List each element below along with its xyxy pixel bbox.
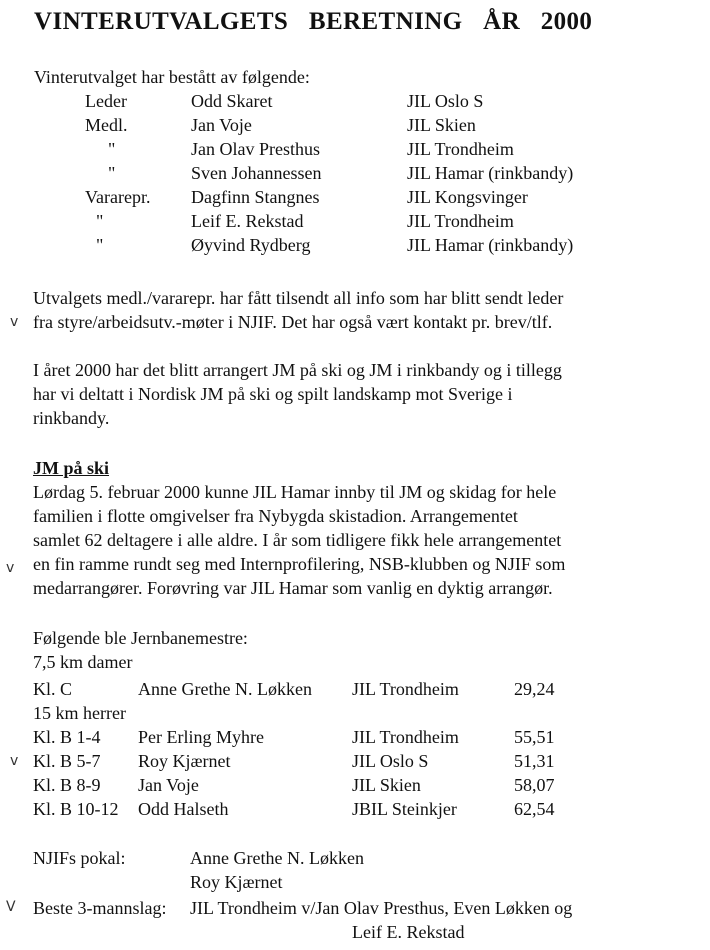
- text-line: familien i flotte omgivelser fra Nybygda skistadion. Arrangementet: [33, 506, 518, 526]
- member-club: JIL Trondheim: [407, 139, 514, 159]
- result-class: Kl. B 1-4: [33, 727, 101, 747]
- member-club: JIL Oslo S: [407, 91, 484, 111]
- result-name: Anne Grethe N. Løkken: [138, 679, 312, 699]
- result-time: 51,31: [514, 751, 555, 771]
- result-class: Kl. B 8-9: [33, 775, 101, 795]
- text-line: medarrangører. Forøvring var JIL Hamar som vanlig en dyktig arrangør.: [33, 578, 553, 598]
- text-line: en fin ramme rundt seg med Internprofilering, NSB-klubben og NJIF som: [33, 554, 566, 574]
- result-name: Odd Halseth: [138, 799, 229, 819]
- text-line: I året 2000 har det blitt arrangert JM på ski og JM i rinkbandy og i tillegg: [33, 360, 562, 380]
- result-time: 55,51: [514, 727, 555, 747]
- best-team-line: Leif E. Rekstad: [352, 922, 465, 942]
- margin-check-mark: v: [10, 753, 19, 769]
- member-role: Leder: [85, 91, 127, 111]
- margin-check-mark: v: [6, 560, 15, 576]
- result-class: Kl. B 5-7: [33, 751, 101, 771]
- pokal-label: NJIFs pokal:: [33, 848, 126, 868]
- result-club: JIL Oslo S: [352, 751, 429, 771]
- text-line: fra styre/arbeidsutv.-møter i NJIF. Det har også vært kontakt pr. brev/tlf.: [33, 312, 553, 332]
- result-name: Per Erling Myhre: [138, 727, 264, 747]
- text-line: har vi deltatt i Nordisk JM på ski og spilt landskamp mot Sverige i: [33, 384, 513, 404]
- member-role: Vararepr.: [85, 187, 151, 207]
- member-club: JIL Hamar (rinkbandy): [407, 235, 574, 255]
- pokal-name: Anne Grethe N. Løkken: [190, 848, 364, 868]
- result-club: JIL Trondheim: [352, 679, 459, 699]
- member-role: ": [108, 139, 116, 159]
- best-team-line: JIL Trondheim v/Jan Olav Presthus, Even Løkken og: [190, 898, 573, 918]
- member-name: Leif E. Rekstad: [191, 211, 304, 231]
- best-team-label: Beste 3-mannslag:: [33, 898, 167, 918]
- result-class: Kl. B 10-12: [33, 799, 119, 819]
- result-club: JIL Trondheim: [352, 727, 459, 747]
- member-club: JIL Trondheim: [407, 211, 514, 231]
- pokal-name: Roy Kjærnet: [190, 872, 283, 892]
- events-paragraph: [33, 358, 562, 430]
- member-name: Jan Olav Presthus: [191, 139, 320, 159]
- text-line: Utvalgets medl./vararepr. har fått tilsendt all info som har blitt sendt leder: [33, 288, 564, 308]
- member-role: Medl.: [85, 115, 128, 135]
- member-name: Øyvind Rydberg: [191, 235, 311, 255]
- margin-check-mark: v: [10, 314, 19, 330]
- result-name: Jan Voje: [138, 775, 199, 795]
- women-category: 7,5 km damer: [33, 652, 133, 672]
- page-title: VINTERUTVALGETS BERETNING ÅR 2000: [34, 8, 593, 35]
- member-club: JIL Kongsvinger: [407, 187, 528, 207]
- member-role: ": [108, 163, 116, 183]
- info-paragraph: [33, 286, 563, 334]
- member-role: ": [96, 211, 104, 231]
- member-club: JIL Hamar (rinkbandy): [407, 163, 574, 183]
- text-line: samlet 62 deltagere i alle aldre. I år som tidligere fikk hele arrangementet: [33, 530, 562, 550]
- text-line: Lørdag 5. februar 2000 kunne JIL Hamar innby til JM og skidag for hele: [33, 482, 557, 502]
- member-name: Jan Voje: [191, 115, 252, 135]
- result-club: JBIL Steinkjer: [352, 799, 457, 819]
- champions-label: Følgende ble Jernbanemestre:: [33, 628, 248, 648]
- member-name: Sven Johannessen: [191, 163, 322, 183]
- ski-paragraph: [33, 480, 565, 600]
- member-role: ": [96, 235, 104, 255]
- result-class: Kl. C: [33, 679, 73, 699]
- intro-text: Vinterutvalget har bestått av følgende:: [34, 67, 310, 87]
- section-heading: JM på ski: [33, 458, 110, 478]
- member-name: Odd Skaret: [191, 91, 273, 111]
- result-time: 62,54: [514, 799, 555, 819]
- margin-check-mark: V: [6, 899, 16, 915]
- member-name: Dagfinn Stangnes: [191, 187, 320, 207]
- men-category: 15 km herrer: [33, 703, 126, 723]
- member-club: JIL Skien: [407, 115, 476, 135]
- result-time: 29,24: [514, 679, 555, 699]
- result-club: JIL Skien: [352, 775, 421, 795]
- text-line: rinkbandy.: [33, 408, 110, 428]
- result-time: 58,07: [514, 775, 555, 795]
- result-name: Roy Kjærnet: [138, 751, 231, 771]
